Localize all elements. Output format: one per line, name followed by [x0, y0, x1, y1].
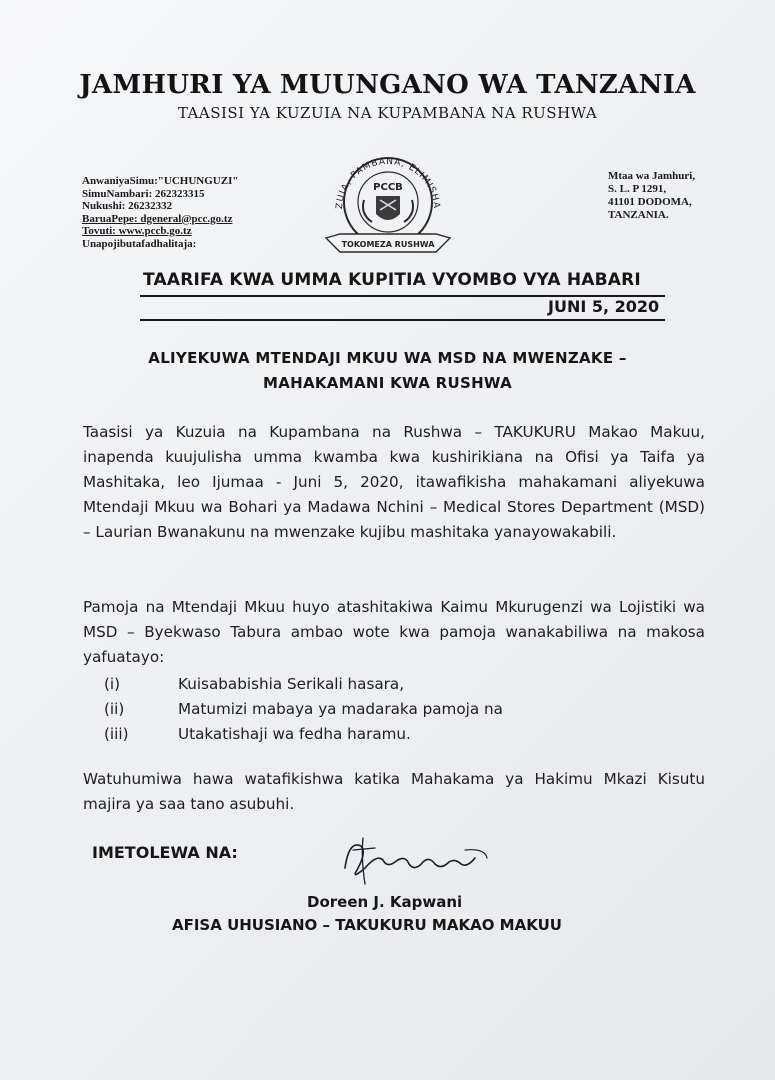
list-item-number: (ii)	[104, 700, 125, 718]
signer-name: Doreen J. Kapwani	[307, 893, 463, 911]
contact-line-fax: Nukushi: 26232332	[82, 200, 173, 212]
document-title: JAMHURI YA MUUNGANO WA TANZANIA	[79, 70, 696, 100]
document-subtitle: TAASISI YA KUZUIA NA KUPAMBANA NA RUSHWA	[177, 104, 598, 122]
address-line-street: Mtaa wa Jamhuri,	[608, 170, 696, 182]
address-block	[608, 170, 695, 222]
signer-position: AFISA UHUSIANO – TAKUKURU MAKAO MAKUU	[172, 916, 562, 934]
seal-ribbon-text: TOKOMEZA RUSHWA	[341, 240, 435, 249]
seal-center-text: PCCB	[373, 182, 403, 193]
release-title: TAARIFA KWA UMMA KUPITIA VYOMBO VYA HABARI	[143, 270, 641, 290]
issued-by-label: IMETOLEWA NA:	[92, 843, 238, 862]
paragraph-3: Watuhumiwa hawa watafikishwa katika Mahakama ya Hakimu Mkazi Kisutu majira ya saa tano asubuhi.	[83, 770, 705, 813]
contact-line-phone: SimuNambari: 262323315	[82, 187, 205, 200]
contact-line-website: Tovuti: www.pccb.go.tz	[82, 225, 192, 237]
header-rule-bottom	[140, 319, 665, 321]
list-item-number: (i)	[104, 675, 121, 693]
headline-line-2: MAHAKAMANI KWA RUSHWA	[262, 374, 513, 392]
contact-line-reference: Unapojibutafadhalitaja:	[82, 237, 197, 250]
list-item-text: Matumizi mabaya ya madaraka pamoja na	[178, 700, 503, 718]
list-item-text: Kuisababishia Serikali hasara,	[178, 675, 405, 693]
list-item-text: Utakatishaji wa fedha haramu.	[178, 725, 411, 743]
pccb-seal-logo	[320, 140, 456, 262]
contact-line-email: BaruaPepe: dgeneral@pcc.go.tz	[82, 212, 233, 225]
seal-arc-text: ZUIA, PAMBANA, ELIMISHA	[334, 156, 442, 210]
address-line-pobox: S. L. P 1291,	[608, 183, 667, 195]
address-line-country: TANZANIA.	[608, 209, 669, 221]
list-item-number: (iii)	[104, 725, 129, 743]
handwritten-signature	[335, 828, 495, 898]
paragraph-2: Pamoja na Mtendaji Mkuu huyo atashitakiwa Kaimu Mkurugenzi wa Lojistiki wa MSD – Byekwaso Tabura ambao wote kwa pamoja wanakabiliwa na makosa yafuatayo:	[83, 598, 705, 666]
contact-line-telegram: AnwaniyaSimu:"UCHUNGUZI"	[82, 175, 239, 187]
headline-line-1: ALIYEKUWA MTENDAJI MKUU WA MSD NA MWENZAKE –	[148, 349, 627, 367]
release-date: JUNI 5, 2020	[548, 297, 660, 316]
contact-block	[82, 175, 238, 250]
headline	[60, 346, 715, 396]
paragraph-1: Taasisi ya Kuzuia na Kupambana na Rushwa – TAKUKURU Makao Makuu, inapenda kuujulisha umma kwamba kwa kushirikiana na Ofisi ya Taifa ya Mashitaka, leo Ijumaa - Juni 5, 2020, itawafikisha mahakamani aliyekuwa Mtendaji Mkuu wa Bohari ya Madawa Nchini – Medical Stores Department (MSD) – Laurian Bwanakunu na mwenzake kujibu mashitaka yanayowakabili.	[83, 423, 705, 541]
address-line-city: 41101 DODOMA,	[608, 196, 692, 208]
